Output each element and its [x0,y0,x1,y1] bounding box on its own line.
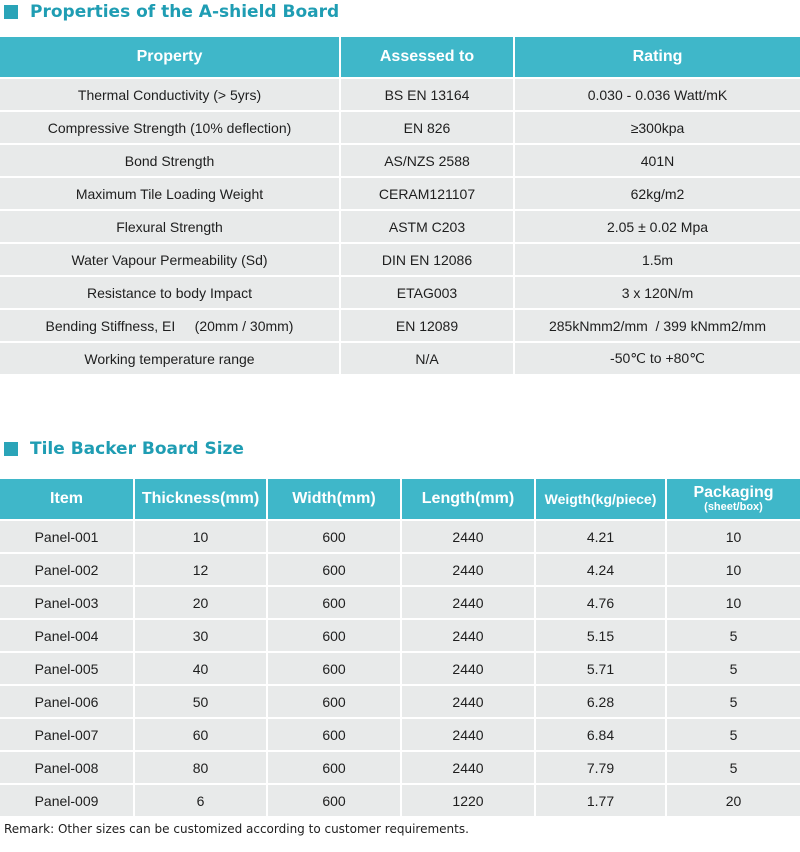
properties-title-text: Properties of the A-shield Board [30,2,340,22]
rating-cell: ≥300kpa [514,111,800,144]
rating-cell: 62kg/m2 [514,177,800,210]
width-cell: 600 [267,718,401,751]
length-cell: 2440 [401,586,535,619]
packaging-cell: 5 [666,619,800,652]
weight-cell: 4.21 [535,520,666,553]
property-cell: Flexural Strength [0,210,340,243]
length-cell: 2440 [401,619,535,652]
width-cell: 600 [267,784,401,817]
rating-cell: 0.030 - 0.036 Watt/mK [514,78,800,111]
item-cell: Panel-004 [0,619,134,652]
assessed-cell: EN 12089 [340,309,514,342]
properties-table [0,37,800,376]
rating-cell: -50℃ to +80℃ [514,342,800,375]
thickness-cell: 30 [134,619,267,652]
item-cell: Panel-001 [0,520,134,553]
item-cell: Panel-003 [0,586,134,619]
item-cell: Panel-006 [0,685,134,718]
table-row [0,276,800,309]
packaging-label: Packaging [693,484,774,501]
thickness-cell: 10 [134,520,267,553]
header-property: Property [0,37,340,78]
rating-cell: 401N [514,144,800,177]
header-item: Item [0,479,134,520]
item-cell: Panel-009 [0,784,134,817]
weight-cell: 5.15 [535,619,666,652]
assessed-cell: AS/NZS 2588 [340,144,514,177]
header-weight: Weigth(kg/piece) [535,479,666,520]
weight-cell: 4.24 [535,553,666,586]
width-cell: 600 [267,652,401,685]
packaging-cell: 10 [666,520,800,553]
table-row [0,177,800,210]
table-row [0,243,800,276]
property-cell: Bending Stiffness, EI (20mm / 30mm) [0,309,340,342]
size-header-row [0,479,800,520]
table-row [0,751,800,784]
table-row [0,111,800,144]
width-cell: 600 [267,751,401,784]
width-cell: 600 [267,586,401,619]
property-cell: Maximum Tile Loading Weight [0,177,340,210]
width-cell: 600 [267,685,401,718]
length-cell: 2440 [401,718,535,751]
packaging-cell: 5 [666,751,800,784]
table-row [0,520,800,553]
assessed-cell: DIN EN 12086 [340,243,514,276]
property-cell: Water Vapour Permeability (Sd) [0,243,340,276]
rating-cell: 3 x 120N/m [514,276,800,309]
packaging-cell: 20 [666,784,800,817]
item-cell: Panel-008 [0,751,134,784]
weight-cell: 5.71 [535,652,666,685]
thickness-cell: 60 [134,718,267,751]
weight-cell: 6.28 [535,685,666,718]
assessed-cell: N/A [340,342,514,375]
header-rating: Rating [514,37,800,78]
rating-cell: 285kNmm2/mm / 399 kNmm2/mm [514,309,800,342]
table-row [0,619,800,652]
length-cell: 2440 [401,520,535,553]
weight-cell: 7.79 [535,751,666,784]
header-assessed-to: Assessed to [340,37,514,78]
rating-cell: 2.05 ± 0.02 Mpa [514,210,800,243]
thickness-cell: 12 [134,553,267,586]
thickness-cell: 40 [134,652,267,685]
item-cell: Panel-002 [0,553,134,586]
header-length: Length(mm) [401,479,535,520]
table-row [0,586,800,619]
item-cell: Panel-005 [0,652,134,685]
property-cell: Thermal Conductivity (> 5yrs) [0,78,340,111]
width-cell: 600 [267,619,401,652]
thickness-cell: 50 [134,685,267,718]
table-row [0,553,800,586]
property-cell: Working temperature range [0,342,340,375]
rating-cell: 1.5m [514,243,800,276]
packaging-cell: 5 [666,718,800,751]
property-cell: Bond Strength [0,144,340,177]
thickness-cell: 20 [134,586,267,619]
properties-section-title [4,1,339,23]
width-cell: 600 [267,520,401,553]
size-title-text: Tile Backer Board Size [30,439,244,459]
width-cell: 600 [267,553,401,586]
thickness-cell: 80 [134,751,267,784]
weight-cell: 4.76 [535,586,666,619]
table-row [0,210,800,243]
section-marker-icon [4,442,18,456]
length-cell: 2440 [401,652,535,685]
packaging-cell: 10 [666,553,800,586]
table-row [0,144,800,177]
remark-text: Remark: Other sizes can be customized according to customer requirements. [4,822,469,836]
size-table [0,479,800,818]
table-row [0,309,800,342]
item-cell: Panel-007 [0,718,134,751]
assessed-cell: ASTM C203 [340,210,514,243]
header-packaging [666,479,800,520]
table-row [0,78,800,111]
length-cell: 2440 [401,685,535,718]
packaging-cell: 10 [666,586,800,619]
table-row [0,718,800,751]
weight-cell: 1.77 [535,784,666,817]
packaging-unit-label: (sheet/box) [704,501,763,513]
property-cell: Resistance to body Impact [0,276,340,309]
table-row [0,652,800,685]
table-row [0,685,800,718]
packaging-cell: 5 [666,685,800,718]
table-row [0,342,800,375]
packaging-cell: 5 [666,652,800,685]
length-cell: 1220 [401,784,535,817]
header-thickness: Thickness(mm) [134,479,267,520]
properties-header-row [0,37,800,78]
assessed-cell: CERAM121107 [340,177,514,210]
assessed-cell: ETAG003 [340,276,514,309]
header-width: Width(mm) [267,479,401,520]
section-marker-icon [4,5,18,19]
length-cell: 2440 [401,553,535,586]
thickness-cell: 6 [134,784,267,817]
length-cell: 2440 [401,751,535,784]
assessed-cell: EN 826 [340,111,514,144]
size-section-title [4,438,244,460]
weight-cell: 6.84 [535,718,666,751]
assessed-cell: BS EN 13164 [340,78,514,111]
table-row [0,784,800,817]
property-cell: Compressive Strength (10% deflection) [0,111,340,144]
